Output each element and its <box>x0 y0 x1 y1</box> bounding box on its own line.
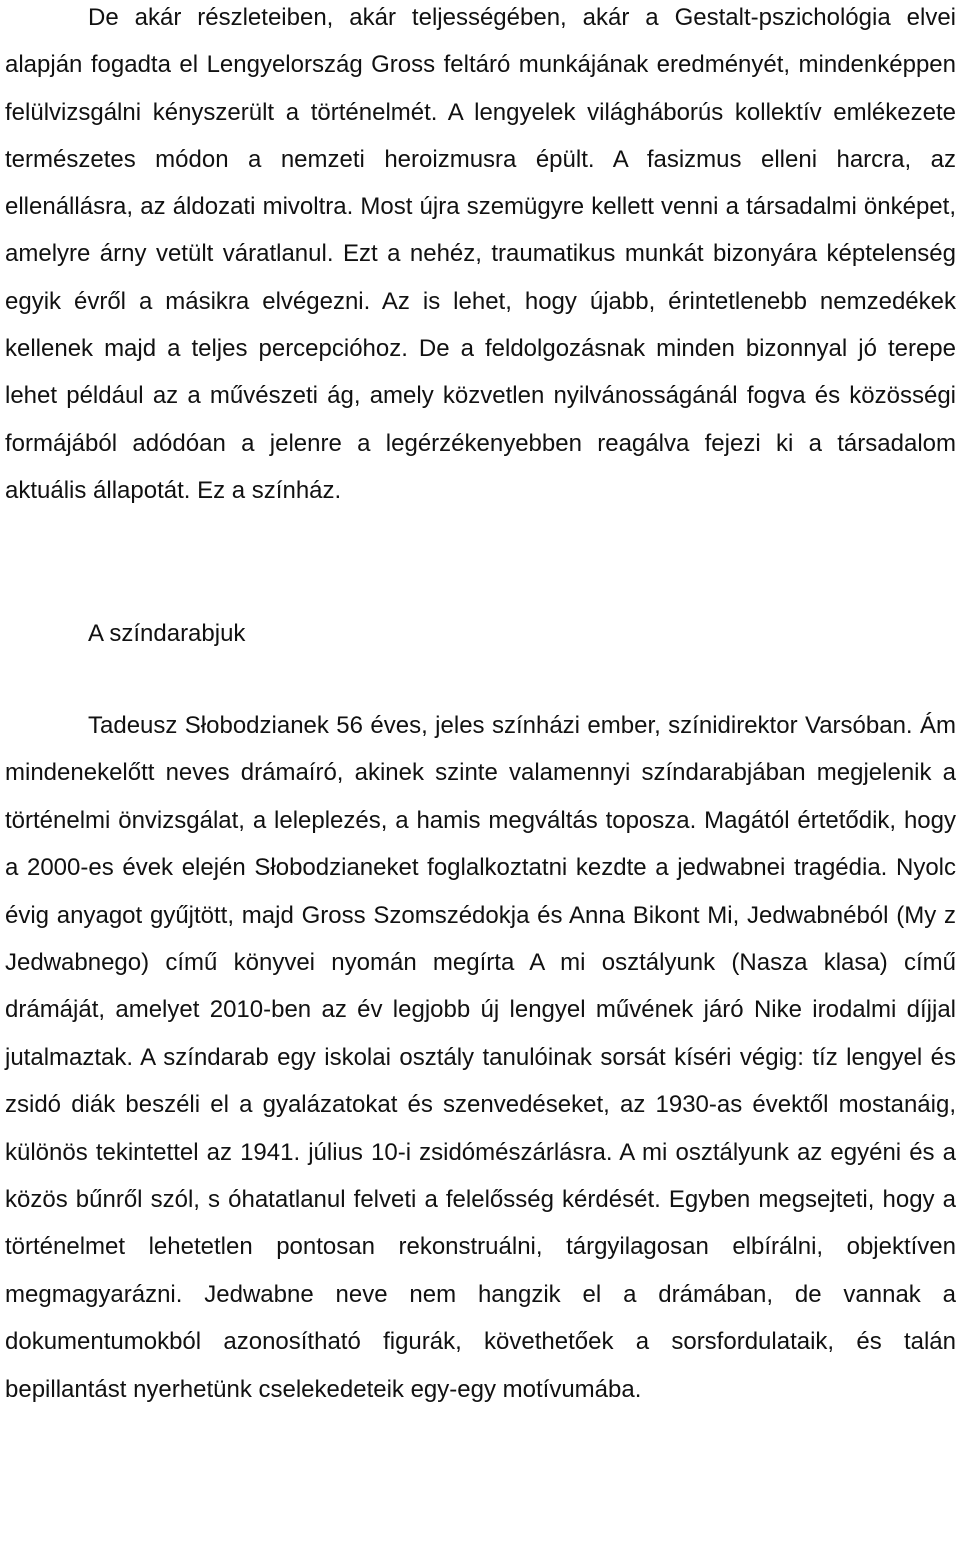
paragraph-intro: De akár részleteiben, akár teljességében, akár a Gestalt-pszichológia elvei alapján fogadta el Lengyelország Gross feltáró munkájának eredményét, mindenképpen felülvizsgálni kényszerült a történelmét. A lengyelek világháborús kollektív emlékezete természetes módon a nemzeti heroizmusra épült. A fasizmus elleni harcra, az ellenállásra, az áldozati mivoltra. Most újra szemügyre kellett venni a társadalmi önképet, amelyre árny vetült váratlanul. Ezt a nehéz, traumatikus munkát bizonyára képtelenség egyik évről a másikra elvégezni. Az is lehet, hogy újabb, érintetlenebb nemzedékek kellenek majd a teljes percepcióhoz. De a feldolgozásnak minden bizonnyal jó terepe lehet például az a művészeti ág, amely közvetlen nyilvánosságánál fogva és közösségi formájából adódóan a jelenre a legérzékenyebben reagálva fejezi ki a társadalom aktuális állapotát. Ez a színház. <box>5 4 956 504</box>
paragraph-play: Tadeusz Słobodzianek 56 éves, jeles színházi ember, színidirektor Varsóban. Ám mindenekelőtt neves drámaíró, akinek szinte valamennyi színdarabjában megjelenik a történelmi önvizsgálat, a leleplezés, a hamis megváltás toposza. Magától értetődik, hogy a 2000-es évek elején Słobodzianeket foglalkoztatni kezdte a jedwabnei tragédia. Nyolc évig anyagot gyűjtött, majd Gross Szomszédokja és Anna Bikont Mi, Jedwabnéból (My z Jedwabnego) című könyvei nyomán megírta A mi osztályunk (Nasza klasa) című drámáját, amelyet 2010-ben az év legjobb új lengyel művének járó Nike irodalmi díjjal jutalmaztak. A színdarab egy iskolai osztály tanulóinak sorsát kíséri végig: tíz lengyel és zsidó diák beszéli el a gyalázatokat és szenvedéseket, az 1930-as évektől mostanáig, különös tekintettel az 1941. július 10-i zsidómészárlásra. A mi osztályunk az egyéni és a közös bűnről szól, s óhatatlanul felveti a felelősség kérdését. Egyben megsejteti, hogy a történelmet lehetetlen pontosan rekonstruálni, tárgyilagosan elbírálni, objektíven megmagyarázni. Jedwabne neve nem hangzik el a drámában, de vannak a dokumentumokból azonosítható figurák, követhetőek a sorsfordulataik, és talán bepillantást nyerhetünk cselekedeteik egy-egy motívumába. <box>5 712 956 1403</box>
section-heading: A színdarabjuk <box>88 620 246 647</box>
